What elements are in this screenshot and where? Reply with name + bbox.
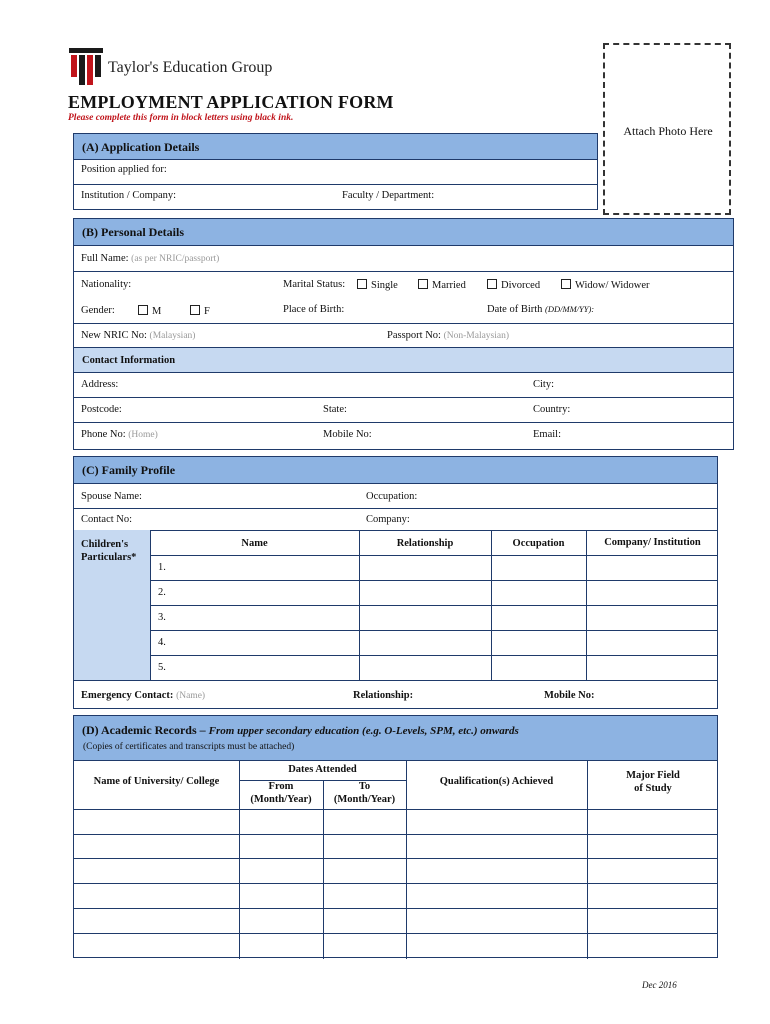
contact-info-header: Contact Information — [74, 347, 733, 373]
widow-checkbox[interactable]: Widow/ Widower — [561, 279, 650, 291]
col-name-header: Name — [241, 538, 268, 549]
fullname-label: Full Name: (as per NRIC/passport) — [81, 253, 220, 264]
married-checkbox[interactable]: Married — [418, 279, 466, 291]
state-label: State: — [323, 404, 347, 415]
company-label: Company: — [366, 514, 410, 525]
mobile-label: Mobile No: — [323, 429, 372, 440]
form-title: EMPLOYMENT APPLICATION FORM — [68, 92, 394, 112]
single-checkbox[interactable]: Single — [357, 279, 398, 291]
section-family-profile — [73, 456, 718, 709]
section-b-header: (B) Personal Details — [74, 219, 733, 246]
col-to-header: To — [358, 781, 371, 792]
photo-label: Attach Photo Here — [623, 124, 713, 138]
emergency-mobile-label: Mobile No: — [544, 690, 595, 701]
section-personal-details — [73, 218, 734, 450]
col-from-header: From — [268, 781, 294, 792]
postcode-label: Postcode: — [81, 404, 122, 415]
institution-label: Institution / Company: — [81, 190, 177, 201]
emergency-contact-label: Emergency Contact: (Name) — [81, 690, 206, 701]
brand-name: Taylor's Education Group — [108, 59, 273, 76]
col-company-header: Company/ Institution — [604, 537, 701, 548]
section-academic-records — [73, 715, 718, 958]
child-row-1: 1. — [158, 562, 166, 573]
col-major-header: Major Field — [626, 770, 680, 781]
child-row-2: 2. — [158, 587, 166, 598]
children-particulars-label: Children's Particulars* — [81, 539, 137, 563]
section-a-header: (A) Application Details — [74, 134, 597, 160]
child-row-5: 5. — [158, 662, 166, 673]
contact-no-label: Contact No: — [81, 514, 133, 525]
place-of-birth-label: Place of Birth: — [283, 304, 345, 315]
email-label: Email: — [533, 429, 561, 440]
spouse-label: Spouse Name: — [81, 491, 142, 502]
col-relationship-header: Relationship — [396, 538, 454, 549]
address-label: Address: — [81, 379, 119, 390]
footer-date: Dec 2016 — [642, 980, 677, 990]
checkbox-icon — [190, 305, 200, 315]
col-from-sub: (Month/Year) — [250, 794, 312, 805]
col-major-sub: of Study — [634, 783, 672, 794]
phone-label: Phone No: (Home) — [81, 429, 158, 440]
country-label: Country: — [533, 404, 571, 415]
checkbox-icon — [487, 279, 497, 289]
child-row-3: 3. — [158, 612, 166, 623]
section-d-header: (D) Academic Records – From upper secondary education (e.g. O-Levels, SPM, etc.) onwards — [82, 723, 519, 737]
col-university-header: Name of University/ College — [93, 776, 220, 787]
divorced-checkbox[interactable]: Divorced — [487, 279, 540, 291]
position-label: Position applied for: — [81, 164, 167, 175]
nric-label: New NRIC No: (Malaysian) — [81, 330, 196, 341]
date-of-birth-label: Date of Birth (DD/MM/YY): — [487, 304, 595, 315]
checkbox-icon — [561, 279, 571, 289]
col-dates-header: Dates Attended — [288, 764, 357, 775]
gender-label: Gender: — [81, 305, 115, 316]
gender-f-checkbox[interactable]: F — [190, 305, 210, 317]
emergency-relationship-label: Relationship: — [353, 690, 414, 701]
checkbox-icon — [138, 305, 148, 315]
section-application-details — [73, 133, 598, 210]
passport-label: Passport No: (Non-Malaysian) — [387, 330, 510, 341]
spouse-occupation-label: Occupation: — [366, 491, 418, 502]
gender-m-checkbox[interactable]: M — [138, 305, 161, 317]
taylors-logo-icon — [69, 48, 103, 88]
child-row-4: 4. — [158, 637, 166, 648]
city-label: City: — [533, 379, 555, 390]
section-d-note: (Copies of certificates and transcripts must be attached) — [83, 742, 295, 752]
marital-status-label: Marital Status: — [283, 279, 346, 290]
col-to-sub: (Month/Year) — [333, 794, 396, 805]
nationality-label: Nationality: — [81, 279, 132, 290]
form-instructions: Please complete this form in block letters using black ink. — [68, 113, 294, 123]
faculty-label: Faculty / Department: — [342, 190, 435, 201]
checkbox-icon — [357, 279, 367, 289]
checkbox-icon — [418, 279, 428, 289]
section-c-header: (C) Family Profile — [74, 457, 717, 484]
col-occupation-header: Occupation — [512, 538, 565, 549]
col-qualification-header: Qualification(s) Achieved — [439, 776, 554, 787]
